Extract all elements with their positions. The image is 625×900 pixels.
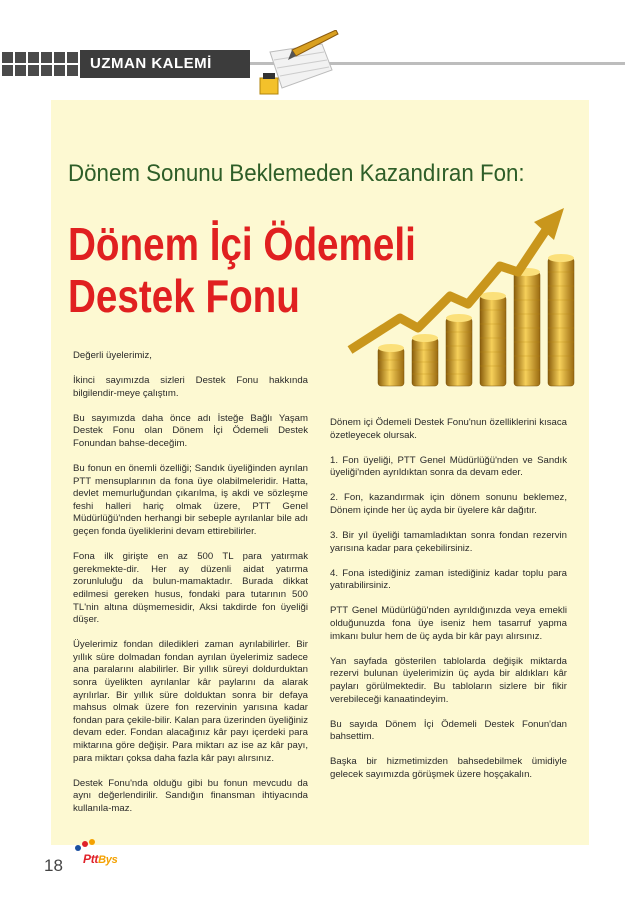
list-item: 1. Fon üyeliği, PTT Genel Müdürlüğü'nden ve Sandık üyeliği'nden ayrıldıktan sonra da devam eder. bbox=[330, 454, 567, 479]
logo-ptt-text: Ptt bbox=[83, 852, 99, 866]
page-number: 18 bbox=[44, 856, 63, 875]
title-line-1: Dönem İçi Ödemeli bbox=[68, 218, 416, 270]
list-item: 4. Fona istediğiniz zaman istediğiniz kadar toplu para yatırabilirsiniz. bbox=[330, 567, 567, 592]
article-subtitle: Dönem Sonunu Beklemeden Kazandıran Fon: bbox=[68, 160, 525, 187]
paragraph: Bu fonun en önemli özelliği; Sandık üyeliğinden ayrılan PTT mensuplarının da fona üye olabilmeleridir. Hatta, devlet memurluğundan çıkarılma, iş akdi ve sözleşme feshi halleri hariç olmak üzere, PTT Genel Müdürlüğü'nden herhangi bir sebeple ayrılanlar bile adı geçen fonda üyeliklerini devam ettirebilirler. bbox=[73, 463, 308, 538]
title-line-2: Destek Fonu bbox=[68, 270, 300, 322]
list-item: 2. Fon, kazandırmak için dönem sonunu beklemez, Dönem içinde her üç ayda bir üyelere kâr dağıtır. bbox=[330, 492, 567, 516]
ptt-bys-logo bbox=[83, 852, 117, 866]
article-column-right bbox=[330, 417, 567, 794]
paragraph: İkinci sayımızda sizleri Destek Fonu hakkında bilgilendir-meye çalıştım. bbox=[73, 375, 308, 399]
paragraph: Başka bir hizmetimizden bahsedebilmek ümidiyle gelecek sayımızda görüşmek üzere hoşçakalın. bbox=[330, 756, 567, 780]
paragraph: Yan sayfada gösterilen tablolarda değişik miktarda rezervi bulunan üyelerimizin üç ayda bir aldıkları kâr payları görülmektedir. Bu tabloların sizlere bir fikir verebileceği kanaatindeyim. bbox=[330, 655, 567, 705]
paper-and-pen-icon bbox=[252, 30, 342, 105]
logo-bys-text: Bys bbox=[98, 854, 118, 866]
paragraph: Dönem içi Ödemeli Destek Fonu'nun özelliklerini kısaca özetleyecek olursak. bbox=[330, 417, 567, 441]
article-column-left bbox=[73, 350, 308, 828]
paragraph: Bu sayıda Dönem İçi Ödemeli Destek Fonun'dan bahsettim. bbox=[330, 718, 567, 743]
coin-growth-illustration bbox=[340, 200, 580, 400]
paragraph: Üyelerimiz fondan diledikleri zaman ayrılabilirler. Bir yıllık süre dolmadan fondan ayrılan üyelerimiz sadece ana paralarını alabilirler. Bir yıllık süreyi doldurduktan sonra üyelikten ayrılanlar kâr paylarını da alarak ayrılırlar. Bir yıllık süre dolduktan sonra bir defaya mahsus olmak üzere fon rezervinin yarısına kadar fondan para çekile-bilir. Kalan para üzerinden üyeliğiniz devam eder. Fondan alacağınız kâr payı içerdeki para miktarına göre değişir. Para miktarı az ise az kâr payı, para miktarı çoksa daha fazla kâr payı alırsınız. bbox=[73, 639, 308, 764]
paragraph: Destek Fonu'nda olduğu gibi bu fonun mevcudu da aynı değerlendirilir. Sandığın finansman ihtiyacında kullanıla-maz. bbox=[73, 777, 308, 814]
paragraph: Fona ilk girişte en az 500 TL para yatırmak gerekmekte-dir. Her ay düzenli aidat yatırma zorunluluğu da bulun-mamaktadır. Burada dikkat edilmesi gereken husus, fondaki para tutarının 500 TL'nin altına düşmemesidir, Aksi takdirde fon üyeliği düşer. bbox=[73, 551, 308, 626]
paragraph: Değerli üyelerimiz, bbox=[73, 350, 152, 361]
paragraph: PTT Genel Müdürlüğü'nden ayrıldığınızda veya emekli olduğunuzda fona üye iseniz hem tasarruf yapma imkanı bulur hem de üç ayda bir kâr payı alırsınız. bbox=[330, 605, 567, 642]
paragraph: Bu sayımızda daha önce adı İsteğe Bağlı Yaşam Destek Fonu olan Dönem İçi Ödemeli Destek Fonundan bahse-deceğim. bbox=[73, 412, 308, 449]
section-label: UZMAN KALEMİ bbox=[80, 50, 250, 78]
decorative-squares bbox=[0, 52, 76, 78]
list-item: 3. Bir yıl üyeliği tamamladıktan sonra fondan rezervin yarısına kadar para çekebilirsiniz. bbox=[330, 530, 567, 554]
